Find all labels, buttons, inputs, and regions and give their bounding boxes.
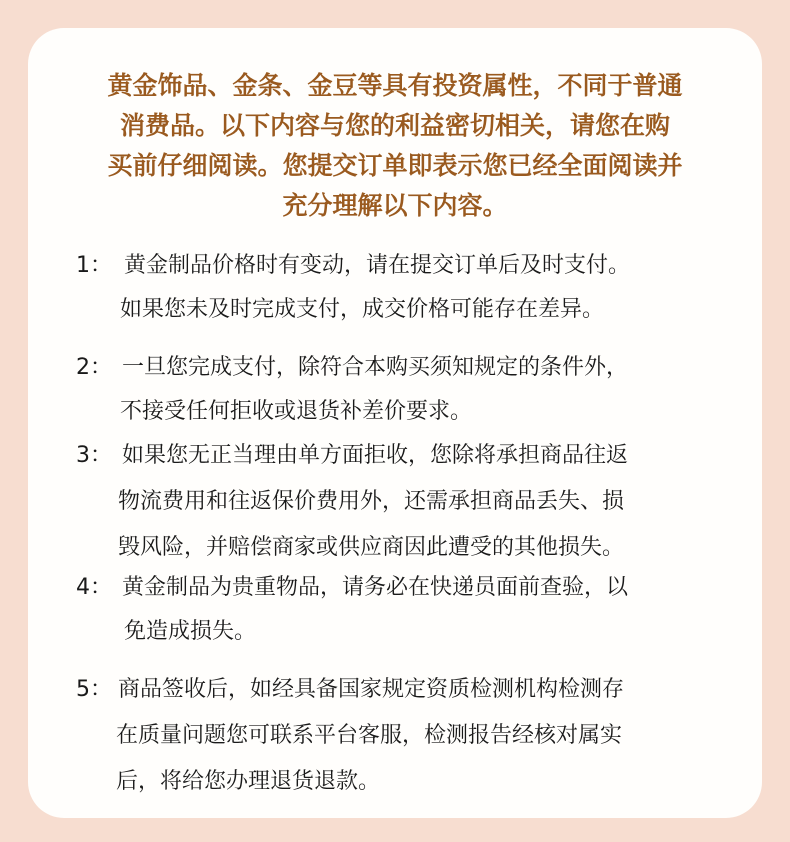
notice-items [28,28,762,818]
item-line: 不接受任何拒收或退货补差价要求。 [120,399,473,424]
notice-card [28,28,762,818]
item-number: 5： [76,677,112,702]
intro-line: 充分理解以下内容。 [282,191,508,220]
item-line: 物流费用和往返保价费用外，还需承担商品丢失、损 [118,489,625,514]
item-line: 毁风险，并赔偿商家或供应商因此遭受的其他损失。 [118,535,625,560]
item-line: 一旦您完成支付，除符合本购买须知规定的条件外， [122,355,629,380]
item-number: 1： [76,253,112,278]
item-line: 在质量问题您可联系平台客服，检测报告经核对属实 [116,723,623,748]
item-line: 如果您无正当理由单方面拒收，您除将承担商品往返 [122,443,629,468]
item-line: 免造成损失。 [124,619,257,644]
item-line: 黄金制品价格时有变动，请在提交订单后及时支付。 [124,253,631,278]
item-number: 4： [76,575,112,600]
item-line: 后，将给您办理退货退款。 [116,769,381,794]
intro-line: 买前仔细阅读。您提交订单即表示您已经全面阅读并 [107,151,683,180]
item-line: 黄金制品为贵重物品，请务必在快递员面前查验，以 [122,575,629,600]
item-number: 3： [76,443,112,468]
intro-line: 黄金饰品、金条、金豆等具有投资属性，不同于普通 [107,71,683,100]
item-line: 商品签收后，如经具备国家规定资质检测机构检测存 [118,677,625,702]
item-line: 如果您未及时完成支付，成交价格可能存在差异。 [120,297,605,322]
intro-line: 消费品。以下内容与您的利益密切相关，请您在购 [119,111,670,140]
item-number: 2： [76,355,112,380]
